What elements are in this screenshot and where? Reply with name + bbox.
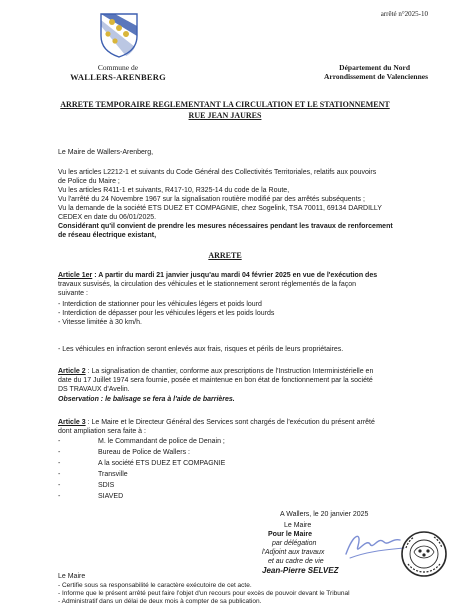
vu-line: de Police du Maire ; bbox=[58, 178, 120, 185]
vu-line: Vu les articles L2212-1 et suivants du Code Général des Collectivités Territoriales, relatifs aux pouvoirs bbox=[58, 169, 377, 176]
article-1-text: : A partir du mardi 21 janvier jusqu'au mardi 04 février 2025 en vue de l'exécution des bbox=[92, 272, 378, 279]
commune-label: Commune de bbox=[97, 63, 139, 72]
footer-le-maire: Le Maire bbox=[58, 573, 86, 580]
article-1-line: suivante : bbox=[58, 290, 88, 297]
vu-line: Vu la demande de la société ETS DUEZ ET COMPAGNIE, chez Sogelink, TSA 70011, 69134 DARDILLY bbox=[58, 205, 382, 212]
signatory-line: par délégation bbox=[272, 540, 317, 547]
article-2-observation: Observation : le balisage se fera à l'aide de barrières. bbox=[58, 396, 235, 403]
footer-line: - Administratif dans un délai de deux mois à compter de sa publication. bbox=[58, 598, 262, 605]
signatory-line: l'Adjoint aux travaux bbox=[262, 549, 325, 556]
article-1-line: travaux susvisés, la circulation des véhicules et le stationnement seront réglementés de la façon bbox=[58, 281, 357, 288]
article-3-line: dont ampliation sera faite à : bbox=[58, 428, 146, 435]
recipient-item bbox=[58, 492, 60, 501]
article-2-label: Article 2 bbox=[58, 368, 86, 375]
coat-of-arms-icon bbox=[98, 12, 140, 58]
considerant-line: Considérant qu'il convient de prendre les mesures nécessaires pendant les travaux de renforcement bbox=[58, 223, 393, 230]
vu-line: Vu les articles R411-1 et suivants, R417-10, R325-14 du code de la Route, bbox=[58, 187, 290, 194]
article-1-item: - Interdiction de stationner pour les véhicules légers et poids lourd bbox=[58, 301, 262, 308]
article-1-line bbox=[58, 271, 377, 280]
signatory-line: et au cadre de vie bbox=[268, 558, 324, 565]
bullet-dash: - bbox=[58, 471, 61, 478]
bullet-dash: - bbox=[58, 482, 61, 489]
recipient-item: Transville bbox=[98, 471, 128, 478]
article-2-line bbox=[58, 367, 373, 376]
article-1-item: - Vitesse limitée à 30 km/h. bbox=[58, 319, 142, 326]
recipient-item: SIAVED bbox=[98, 493, 124, 500]
recipient-item: SDIS bbox=[98, 482, 115, 489]
considerant-line: de réseau électrique existant, bbox=[58, 232, 157, 239]
article-1-label: Article 1er bbox=[58, 272, 93, 279]
article-2-line: date du 17 Juillet 1974 sera fournie, posée et maintenue en bon état de fonctionnement par la société bbox=[58, 377, 373, 384]
place-date: A Wallers, le 20 janvier 2025 bbox=[280, 511, 369, 518]
article-2-text: : La signalisation de chantier, conforme aux prescriptions de l'Instruction Interministérielle en bbox=[85, 368, 374, 375]
article-2-line: DS TRAVAUX d'Avelin. bbox=[58, 386, 130, 393]
bullet-dash: - bbox=[58, 460, 61, 467]
arrete-number: arrêté n°2025-10 bbox=[380, 10, 428, 18]
maire-line: Le Maire de Wallers-Arenberg, bbox=[58, 149, 154, 156]
le-maire: Le Maire bbox=[284, 522, 312, 529]
bullet-dash: - bbox=[58, 438, 61, 445]
article-3-text: : Le Maire et le Directeur Général des Services sont chargés de l'exécution du présent arrêté bbox=[85, 419, 375, 426]
recipient-item bbox=[58, 481, 60, 490]
recipient-item: M. le Commandant de police de Denain ; bbox=[98, 438, 225, 445]
article-3-label: Article 3 bbox=[58, 419, 86, 426]
signatory-name: Jean-Pierre SELVEZ bbox=[262, 566, 339, 575]
signatory-line: Pour le Maire bbox=[268, 531, 312, 538]
document-title: ARRETE TEMPORAIRE REGLEMENTANT LA CIRCULATION ET LE STATIONNEMENT RUE JEAN JAURES bbox=[60, 100, 390, 120]
section-heading: ARRETE bbox=[208, 251, 242, 260]
recipient-item: A la société ETS DUEZ ET COMPAGNIE bbox=[98, 460, 226, 467]
article-1-note: - Les véhicules en infraction seront enlevés aux frais, risques et périls de leurs propriétaires. bbox=[58, 346, 344, 353]
arrondissement: Arrondissement de Valenciennes bbox=[323, 72, 428, 81]
recipient-item bbox=[58, 448, 60, 457]
bullet-dash: - bbox=[58, 493, 61, 500]
article-1-item: - Interdiction de dépasser pour les véhicules légers et les poids lourds bbox=[58, 310, 275, 317]
mairie-stamp-icon bbox=[400, 530, 448, 578]
recipient-item: Bureau de Police de Wallers : bbox=[98, 449, 190, 456]
footer-line: - Informe que le présent arrêté peut faire l'objet d'un recours pour excès de pouvoir devant le Tribunal bbox=[58, 590, 350, 597]
recipient-item bbox=[58, 470, 60, 479]
departement: Département du Nord bbox=[339, 63, 410, 72]
recipient-item bbox=[58, 437, 60, 446]
commune-name: WALLERS-ARENBERG bbox=[70, 72, 166, 82]
footer-line: - Certifie sous sa responsabilité le caractère exécutoire de cet acte. bbox=[58, 582, 252, 589]
vu-line: Vu l'arrêté du 24 Novembre 1967 sur la signalisation routière modifié par des arrêtés subséquents ; bbox=[58, 196, 365, 203]
bullet-dash: - bbox=[58, 449, 61, 456]
article-3-line bbox=[58, 418, 375, 427]
recipient-item bbox=[58, 459, 60, 468]
vu-line: CEDEX en date du 06/01/2025. bbox=[58, 214, 157, 221]
